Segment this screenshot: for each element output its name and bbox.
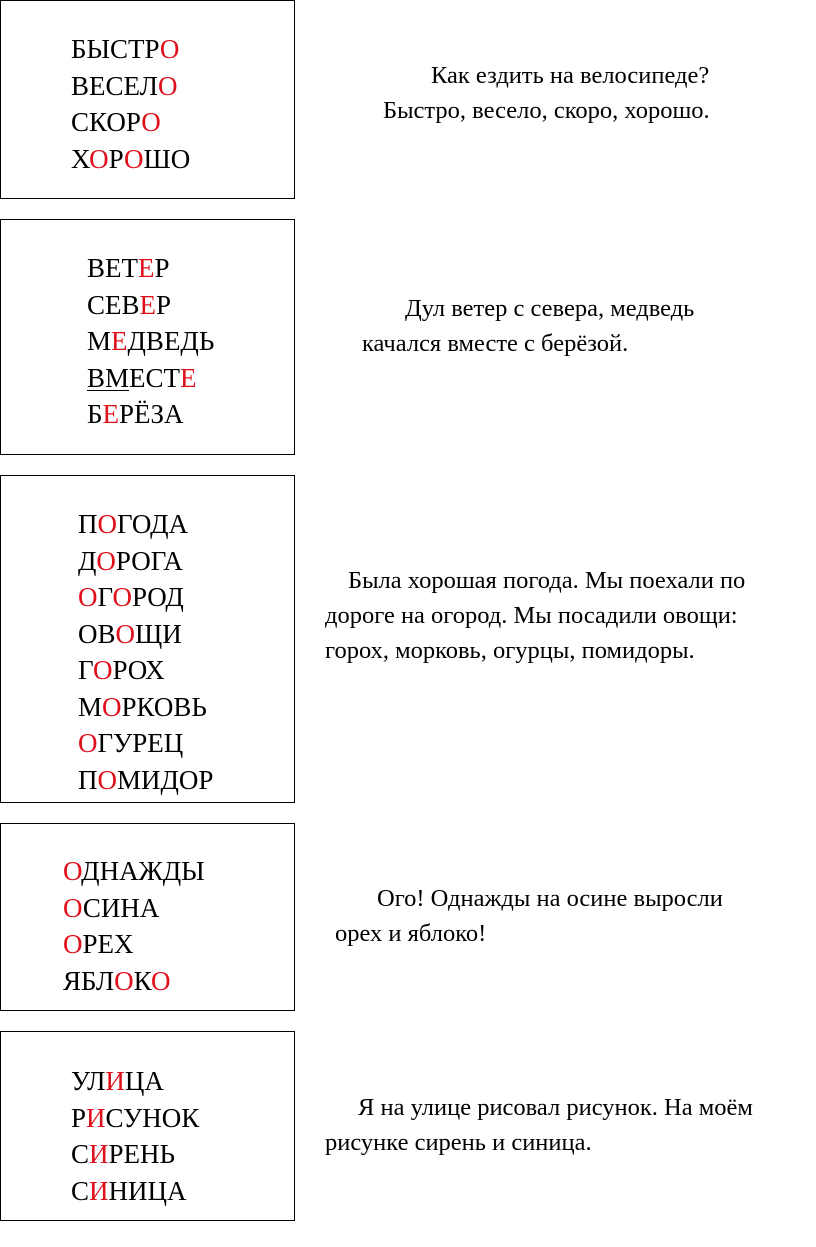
word-part: ДНАЖДЫ bbox=[81, 856, 205, 886]
sentence-line: горох, морковь, огурцы, помидоры. bbox=[325, 637, 695, 664]
word-part: Б bbox=[87, 399, 103, 429]
highlighted-letter: О bbox=[63, 929, 83, 959]
word-part: ЩИ bbox=[135, 618, 182, 649]
word-part: РКОВЬ bbox=[121, 691, 207, 722]
word-part: ГУРЕЦ bbox=[97, 728, 184, 758]
highlighted-letter: И bbox=[105, 1066, 125, 1096]
word-list bbox=[71, 1063, 199, 1209]
word-part: РЕНЬ bbox=[108, 1139, 176, 1169]
word bbox=[71, 31, 190, 68]
word bbox=[71, 1136, 199, 1173]
word bbox=[71, 68, 190, 105]
highlighted-letter: О bbox=[159, 34, 180, 64]
word-part: М bbox=[78, 691, 103, 722]
word-part: МИДОР bbox=[117, 764, 214, 795]
sentence-line: качался вместе с берёзой. bbox=[362, 330, 629, 357]
highlighted-letter: О bbox=[97, 764, 117, 795]
word-part: ЕСТ bbox=[129, 362, 181, 393]
word bbox=[78, 616, 213, 653]
highlighted-letter: Е bbox=[102, 399, 120, 429]
highlighted-letter: О bbox=[96, 545, 116, 576]
word-part: П bbox=[78, 509, 98, 539]
word-part: РОД bbox=[131, 582, 184, 612]
sentence-line: Как ездить на велосипеде? bbox=[431, 62, 710, 89]
word-part: К bbox=[133, 965, 151, 996]
word-part: ШО bbox=[143, 143, 191, 174]
highlighted-letter: О bbox=[115, 618, 136, 649]
highlighted-letter: О bbox=[124, 143, 144, 174]
sentence bbox=[325, 563, 745, 668]
word bbox=[63, 853, 205, 890]
word-part: П bbox=[78, 764, 98, 795]
highlighted-letter: О bbox=[157, 70, 178, 101]
highlighted-letter: О bbox=[78, 582, 98, 612]
word-part: Р bbox=[156, 289, 172, 320]
highlighted-letter: О bbox=[114, 965, 134, 996]
word bbox=[87, 323, 214, 360]
word-list bbox=[63, 853, 205, 999]
sentence-line: орех и яблоко! bbox=[335, 920, 487, 947]
word-part: С bbox=[71, 1139, 90, 1169]
word-part: Г bbox=[78, 655, 93, 685]
word-part: Р bbox=[71, 1102, 87, 1133]
word bbox=[63, 890, 205, 927]
word-part: НИЦА bbox=[108, 1175, 187, 1206]
sentence bbox=[325, 1090, 753, 1160]
word-part: ВЕСЕЛ bbox=[71, 70, 158, 101]
word-part: Г bbox=[97, 582, 113, 612]
word-part: ГОДА bbox=[117, 509, 189, 539]
word-part: ЦА bbox=[124, 1066, 164, 1096]
word bbox=[87, 360, 214, 397]
sentence bbox=[383, 58, 710, 128]
word-list bbox=[87, 250, 214, 433]
highlighted-letter: О bbox=[112, 582, 132, 612]
word-list bbox=[71, 31, 190, 177]
word-part: РЕХ bbox=[82, 929, 134, 959]
sentence-line: Дул ветер с севера, медведь bbox=[405, 295, 695, 322]
highlighted-letter: Е bbox=[111, 326, 128, 356]
word-part: ВМ bbox=[87, 362, 130, 393]
word bbox=[87, 287, 214, 324]
word bbox=[78, 543, 213, 580]
highlighted-letter: И bbox=[89, 1139, 109, 1169]
sentence-line: Быстро, весело, скоро, хорошо. bbox=[383, 97, 710, 124]
sentence-line: Ого! Однажды на осине выросли bbox=[377, 885, 723, 912]
highlighted-letter: О bbox=[151, 965, 171, 996]
word-part: СИНА bbox=[82, 892, 160, 923]
word-part: РОГА bbox=[115, 545, 183, 576]
highlighted-letter: О bbox=[141, 107, 161, 137]
word-part: ЯБЛ bbox=[63, 965, 115, 996]
word bbox=[78, 689, 213, 726]
sentence bbox=[335, 881, 723, 951]
word-part: Х bbox=[71, 143, 90, 174]
word bbox=[78, 579, 213, 616]
highlighted-letter: Е bbox=[138, 253, 155, 283]
word-part: ВЕТ bbox=[87, 253, 138, 283]
sentence bbox=[362, 291, 694, 361]
word-part: М bbox=[87, 326, 112, 356]
highlighted-letter: О bbox=[78, 728, 98, 758]
highlighted-letter: О bbox=[92, 655, 113, 685]
highlighted-letter: Е bbox=[180, 362, 197, 393]
word bbox=[78, 725, 213, 762]
highlighted-letter: О bbox=[97, 509, 117, 539]
word-part: СЕВ bbox=[87, 289, 140, 320]
word-list bbox=[78, 506, 213, 798]
sentence-line: Была хорошая погода. Мы поехали по bbox=[348, 567, 746, 594]
word-part: УЛ bbox=[71, 1066, 106, 1096]
highlighted-letter: И bbox=[89, 1175, 109, 1206]
word-part: ОВ bbox=[78, 618, 116, 649]
highlighted-letter: Е bbox=[139, 289, 157, 320]
word bbox=[78, 762, 213, 799]
word-part: СКОР bbox=[71, 107, 142, 137]
word-part: БЫСТР bbox=[71, 34, 160, 64]
word-part: РОХ bbox=[112, 655, 165, 685]
word bbox=[71, 104, 190, 141]
word bbox=[78, 652, 213, 689]
word bbox=[71, 1173, 199, 1210]
word-part: С bbox=[71, 1175, 90, 1206]
highlighted-letter: О bbox=[63, 856, 82, 886]
word bbox=[71, 1063, 199, 1100]
highlighted-letter: О bbox=[102, 691, 122, 722]
sentence-line: дороге на огород. Мы посадили овощи: bbox=[325, 602, 738, 629]
word bbox=[87, 250, 214, 287]
highlighted-letter: И bbox=[86, 1102, 106, 1133]
highlighted-letter: О bbox=[63, 892, 83, 923]
word bbox=[71, 141, 190, 178]
sentence-line: рисунке сирень и синица. bbox=[325, 1129, 592, 1156]
word-part: СУНОК bbox=[105, 1102, 200, 1133]
highlighted-letter: О bbox=[89, 143, 109, 174]
word bbox=[63, 963, 205, 1000]
word bbox=[78, 506, 213, 543]
word-part: Д bbox=[78, 545, 97, 576]
word bbox=[63, 926, 205, 963]
word-part: РЁЗА bbox=[119, 399, 184, 429]
word bbox=[87, 396, 214, 433]
word-part: ДВЕДЬ bbox=[127, 326, 215, 356]
word-part: Р bbox=[108, 143, 124, 174]
sentence-line: Я на улице рисовал рисунок. На моём bbox=[358, 1094, 753, 1121]
word-part: Р bbox=[154, 253, 170, 283]
word bbox=[71, 1100, 199, 1137]
